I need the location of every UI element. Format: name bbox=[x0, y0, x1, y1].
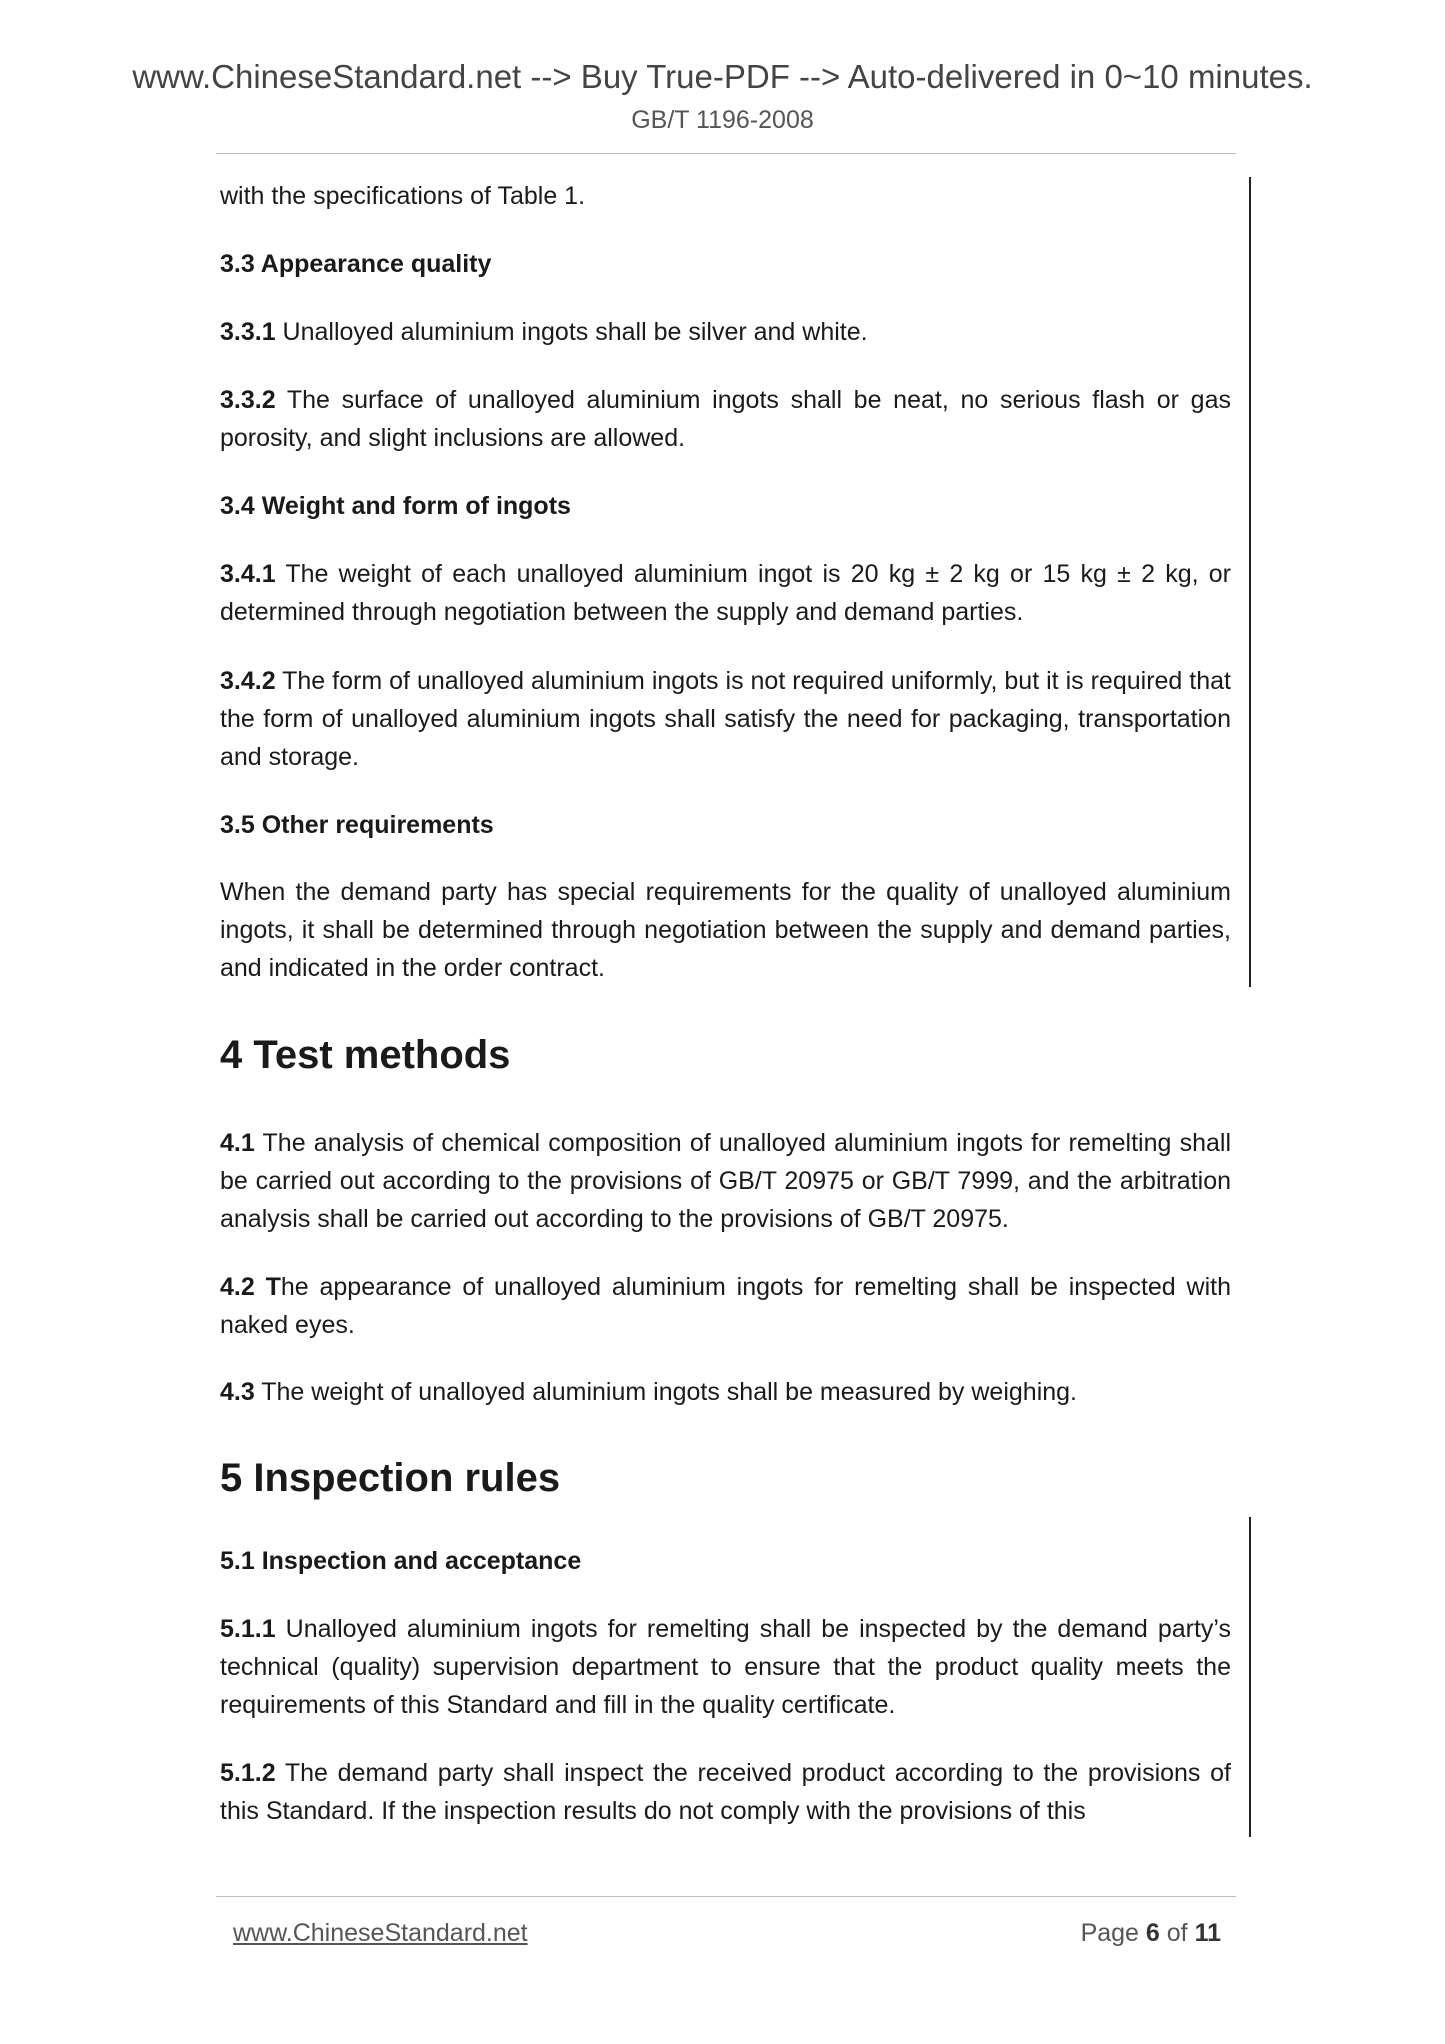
clause-number: 3.3.2 bbox=[220, 386, 276, 414]
heading-3-3: 3.3 Appearance quality bbox=[220, 250, 492, 278]
heading-3-4: 3.4 Weight and form of ingots bbox=[220, 492, 571, 520]
clause-number: 3.4.2 bbox=[220, 667, 276, 695]
clause-text: The demand party shall inspect the received product according to the provisions of this Standard. If the inspection results do not comply with the provisions of this bbox=[220, 1759, 1231, 1825]
clause-number: 4.2 T bbox=[220, 1273, 281, 1301]
clause-3-3-1 bbox=[220, 313, 1231, 351]
clause-text: The surface of unalloyed aluminium ingots shall be neat, no serious flash or gas porosity, and slight inclusions are allowed. bbox=[220, 386, 1231, 452]
clause-3-4-2 bbox=[220, 662, 1231, 776]
clause-4-3 bbox=[220, 1373, 1231, 1411]
footer-site-link[interactable]: www.ChineseStandard.net bbox=[233, 1919, 528, 1947]
heading-3-5: 3.5 Other requirements bbox=[220, 811, 494, 839]
clause-number: 5.1.1 bbox=[220, 1615, 276, 1643]
clause-text: Unalloyed aluminium ingots shall be silver and white. bbox=[275, 318, 868, 346]
clause-text: Unalloyed aluminium ingots for remelting shall be inspected by the demand party’s technical (quality) supervision department to ensure that the product quality meets the requirements of this Standard and fill in the quality certificate. bbox=[220, 1615, 1231, 1719]
clause-number: 4.3 bbox=[220, 1378, 255, 1406]
heading-4: 4 Test methods bbox=[220, 1033, 511, 1077]
clause-3-3-2 bbox=[220, 381, 1231, 457]
document-number: GB/T 1196-2008 bbox=[631, 106, 814, 134]
page-prefix: Page bbox=[1080, 1919, 1146, 1947]
change-bar-top bbox=[1249, 177, 1251, 987]
clause-number: 3.4.1 bbox=[220, 560, 276, 588]
header-banner: www.ChineseStandard.net --> Buy True-PDF --> Auto-delivered in 0~10 minutes. bbox=[132, 58, 1313, 95]
clause-4-2 bbox=[220, 1268, 1231, 1344]
page-of: of bbox=[1159, 1919, 1195, 1947]
footer-divider bbox=[216, 1896, 1236, 1897]
clause-5-1-2 bbox=[220, 1754, 1231, 1830]
clause-text: The analysis of chemical composition of unalloyed aluminium ingots for remelting shall be carried out according to the provisions of GB/T 20975 or GB/T 7999, and the arbitration analysis shall be carried out according to the provisions of GB/T 20975. bbox=[220, 1129, 1231, 1233]
change-bar-bottom bbox=[1249, 1517, 1251, 1837]
page-current: 6 bbox=[1145, 1919, 1160, 1947]
clause-text: The form of unalloyed aluminium ingots is not required uniformly, but it is required that the form of unalloyed aluminium ingots shall satisfy the need for packaging, transportation and storage. bbox=[220, 667, 1231, 771]
heading-5: 5 Inspection rules bbox=[220, 1456, 561, 1500]
clause-5-1-1 bbox=[220, 1610, 1231, 1724]
clause-3-4-1 bbox=[220, 555, 1231, 631]
heading-5-1: 5.1 Inspection and acceptance bbox=[220, 1547, 582, 1575]
clause-4-1 bbox=[220, 1124, 1231, 1238]
clause-text: he appearance of unalloyed aluminium ingots for remelting shall be inspected with naked eyes. bbox=[220, 1273, 1231, 1339]
clause-number: 5.1.2 bbox=[220, 1759, 276, 1787]
page-indicator bbox=[1081, 1917, 1221, 1949]
paragraph-3-5: When the demand party has special requirements for the quality of unalloyed aluminium ingots, it shall be determined through negotiation between the supply and demand parties, and indicated in the order contract. bbox=[220, 878, 1231, 982]
clause-text: The weight of unalloyed aluminium ingots shall be measured by weighing. bbox=[254, 1378, 1078, 1406]
clause-number: 4.1 bbox=[220, 1129, 255, 1157]
header-divider bbox=[216, 153, 1236, 154]
clause-number: 3.3.1 bbox=[220, 318, 276, 346]
page-total: 11 bbox=[1194, 1919, 1221, 1947]
clause-text: The weight of each unalloyed aluminium ingot is 20 kg ± 2 kg or 15 kg ± 2 kg, or determined through negotiation between the supply and demand parties. bbox=[220, 560, 1231, 626]
paragraph-intro: with the specifications of Table 1. bbox=[220, 182, 586, 210]
